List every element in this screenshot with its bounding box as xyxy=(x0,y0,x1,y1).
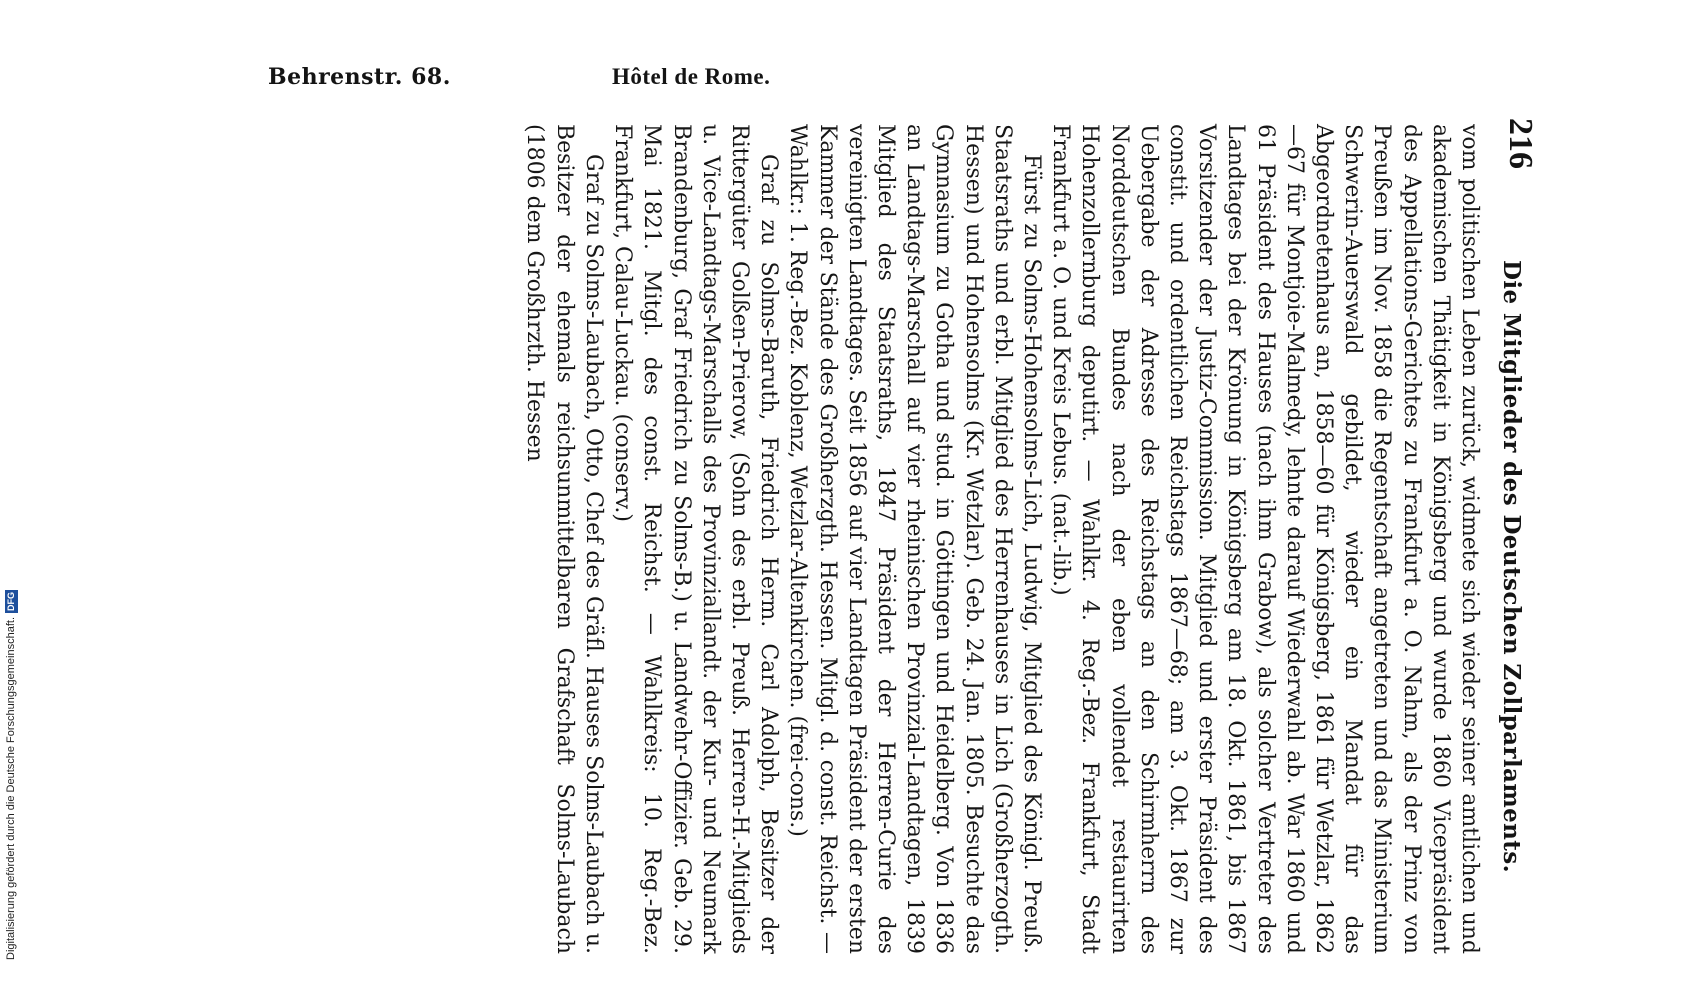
paragraph-continuation: vom politischen Leben zurück, widmete sich wieder seiner amtlichen und akademischen Thätigkeit in Königsberg und wurde 1860 Vicepräsident des Appellations-Gerichtes zu Frankfurt a. O. Nahm, als der Prinz von Preußen im Nov. 1858 die Regentschaft angetreten und das Ministerium Schwerin-Auerswald gebildet, wieder ein Mandat für das Abgeordnetenhaus an, 1858—60 für Königsberg, 1861 für Wetzlar, 1862—67 für Montjoie-Malmedy, lehnte darauf Wiederwahl ab. War 1860 und 61 Präsident des Hauses (nach ihm Grabow), als solcher Vertreter des Landtages bei der Krönung in Königsberg am 18. Okt. 1861, bis 1867 Vorsitzender der Justiz-Commission. Mitglied und erster Präsident des constit. und ordentlichen Reichstags 1867—68; am 3. Okt. 1867 zur Uebergabe der Adresse des Reichstags an den Schirmherrn des Norddeutschen Bundes nach der eben vollendet restaurirten Hohenzollernburg deputirt. — Wahlkr. 4. Reg.-Bez. Frankfurt, Stadt Frankfurt a. O. und Kreis Lebus. (nat.-lib.) xyxy=(1048,124,1482,954)
running-head: Die Mitglieder des Deutschen Zollparlaments. xyxy=(1498,260,1525,874)
paragraph-solms-baruth: Graf zu Solms-Baruth, Friedrich Herm. Carl Adolph, Besitzer der Rittergüter Golßen-Prierow, (Sohn des erbl. Preuß. Herren-H.-Mitglieds u. Vice-Landtags-Marschalls des Provinziallandt. der Kur- und Neumark Brandenburg, Graf Friedrich zu Solms-B.) u. Landwehr-Offizier. Geb. 29. Mai 1821. Mitgl. des const. Reichst. — Wahlkreis: 10. Reg.-Bez. Frankfurt, Calau-Luckau. (conserv.) xyxy=(610,124,782,954)
digitisation-note-text: Digitalisierung gefördert durch die Deutsche Forschungsgemeinschaft. xyxy=(5,616,17,960)
digitisation-note xyxy=(4,590,18,960)
hotel-header: Hôtel de Rome. xyxy=(612,64,771,89)
address-header: Behrenstr. 68. xyxy=(268,64,451,90)
paragraph-solms-laubach: Graf zu Solms-Laubach, Otto, Chef des Gräfl. Hauses Solms-Laubach u. Besitzer der ehemals reichsunmittelbaren Grafschaft Solms-Laubach (1806 dem Großhrzth. Hessen xyxy=(522,124,606,954)
paragraph-solms-hohensolms-lich: Fürst zu Solms-Hohensolms-Lich, Ludwig, Mitglied des Königl. Preuß. Staatsraths und erbl. Mitglied des Herrenhauses in Lich (Großherzogth. Hessen) und Hohensolms (Kr. Wetzlar). Geb. 24. Jan. 1805. Besuchte das Gymnasium zu Gotha und stud. in Göttingen und Heidelberg. Von 1836 an Landtags-Marschall auf vier rheinischen Provinzial-Landtagen, 1839 Mitglied des Staatsraths, 1847 Präsident der Herren-Curie des vereinigten Landtages. Seit 1856 auf vier Landtagen Präsident der ersten Kammer der Stände des Großherzgth. Hessen. Mitgl. d. const. Reichst. — Wahlkr.: 1. Reg.-Bez. Koblenz, Wetzlar-Altenkirchen. (frei-cons.) xyxy=(785,124,1044,954)
page-number: 216 xyxy=(1502,118,1539,169)
body-text xyxy=(520,124,1484,954)
dfg-logo: DFG xyxy=(5,591,16,611)
rotated-text-page xyxy=(180,110,1540,970)
